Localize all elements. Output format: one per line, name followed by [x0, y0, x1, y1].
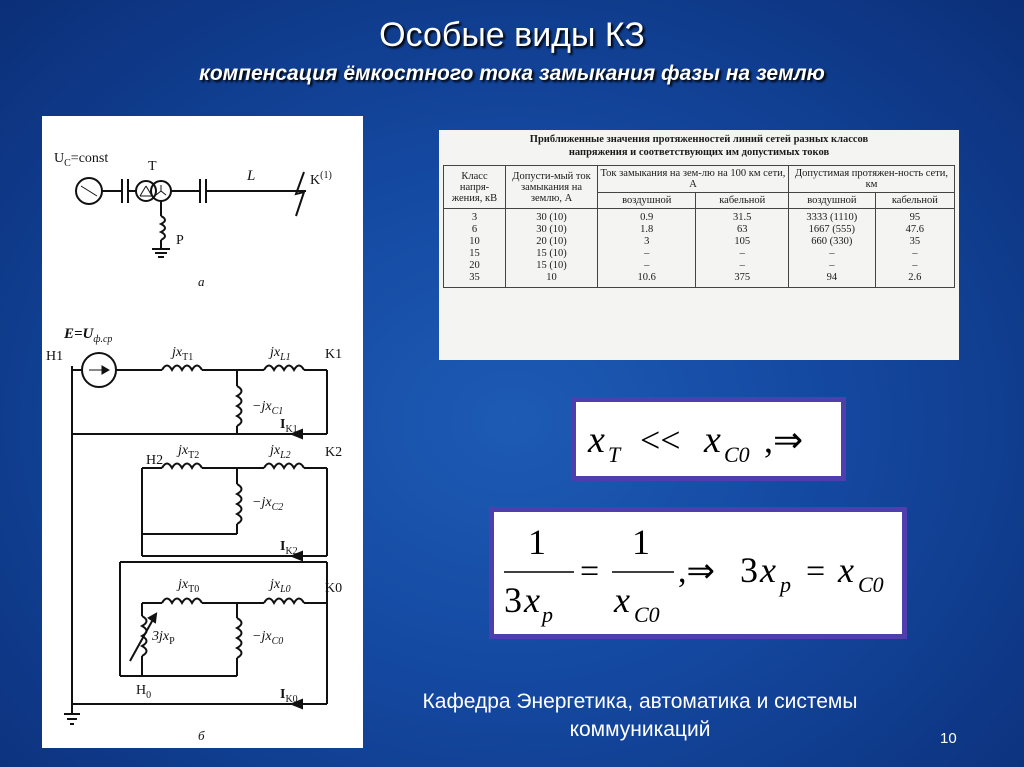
svg-text:<<: <<	[640, 420, 681, 460]
label-xc0: $-jx_{C0}$	[252, 629, 284, 647]
svg-text:x: x	[588, 419, 605, 461]
label-xc2: $-jx_{C2}$	[252, 495, 284, 513]
svg-text:x: x	[524, 580, 540, 620]
label-k0: K0	[325, 581, 343, 596]
page-number: 10	[940, 730, 957, 747]
label-xt2: $jx_{T2}$	[178, 443, 200, 461]
table-row: 10 20 (10) 3 105 660 (330) 35	[444, 236, 955, 248]
label-reactor-b: $3jx_P$	[152, 629, 175, 647]
coil-xt2	[162, 464, 202, 469]
label-h1: H1	[46, 349, 64, 364]
table-row: 15 15 (10) – – – –	[444, 248, 955, 260]
table-caption: Приближенные значения протяженностей линий сетей разных классов напряжения и соответствующих им допустимых токов	[529, 134, 869, 158]
label-uc: $U_C=const$	[54, 151, 109, 169]
slide-subtitle: компенсация ёмкостного тока замыкания фазы на землю	[199, 62, 825, 85]
label-h2: H2	[146, 453, 164, 468]
table-row: 35 10 10.6 375 94 2.6	[444, 272, 955, 288]
svg-text:1: 1	[528, 522, 546, 562]
header-allowed-current: Допусти-мый ток замыкания на землю, А	[506, 166, 598, 209]
coil-xt0	[162, 599, 202, 604]
svg-text:C0: C0	[724, 442, 750, 467]
svg-text:,⇒: ,⇒	[678, 553, 715, 590]
svg-text:p: p	[780, 572, 791, 597]
label-line: L	[247, 168, 256, 184]
svg-text:C0: C0	[858, 572, 884, 597]
header-class: Класс напря-жения, кВ	[444, 166, 506, 209]
svg-text:x: x	[760, 550, 776, 590]
network-table	[443, 165, 955, 288]
label-xt0: $jx_{T0}$	[178, 577, 200, 595]
coil-xc2	[237, 484, 242, 524]
label-xl2: $jx_{L2}$	[270, 443, 291, 461]
svg-text:3: 3	[740, 550, 758, 590]
label-ik0: $I_{K0}$	[280, 687, 298, 705]
label-xl1: $jx_{L1}$	[270, 345, 291, 363]
network-table-panel	[439, 130, 959, 360]
header-cable: кабельной	[696, 193, 789, 209]
svg-text:,⇒: ,⇒	[764, 420, 804, 460]
label-k2: K2	[325, 445, 343, 460]
header-fault-current: Ток замыкания на зем-лю на 100 км сети, А	[598, 166, 789, 193]
header-overhead-2: воздушной	[788, 193, 875, 209]
label-k1: K1	[325, 347, 343, 362]
label-h0: $H_0$	[136, 683, 152, 701]
coil-xc0	[237, 618, 242, 658]
svg-text:x: x	[838, 550, 854, 590]
header-allowed-length: Допустимая протяжен-ность сети, км	[788, 166, 954, 193]
formula-condition	[576, 402, 841, 476]
svg-text:x: x	[704, 419, 721, 461]
label-ik2: $I_{K2}$	[280, 539, 298, 557]
table-row: 3 30 (10) 0.9 31.5 3333 (1110) 95	[444, 209, 955, 225]
table-row: 6 30 (10) 1.8 63 1667 (555) 47.6	[444, 224, 955, 236]
table-row: 20 15 (10) – – – –	[444, 260, 955, 272]
svg-text:x: x	[614, 580, 630, 620]
formula-reactor	[494, 512, 902, 634]
header-cable-2: кабельной	[875, 193, 954, 209]
department-caption: Кафедра Энергетика, автоматика и системы коммуникаций	[422, 690, 858, 741]
reactor-coil-a	[161, 216, 165, 240]
svg-text:1: 1	[632, 522, 650, 562]
circuit-diagram	[42, 116, 363, 748]
coil-xl0	[264, 599, 304, 604]
svg-text:3: 3	[504, 580, 522, 620]
svg-text:T: T	[608, 442, 621, 467]
svg-text:C0: C0	[634, 602, 660, 627]
fault-arrow-a	[296, 172, 304, 216]
coil-xc1	[237, 386, 242, 426]
coil-xt1	[162, 366, 202, 371]
circuit-panel	[42, 116, 363, 748]
header-overhead: воздушной	[598, 193, 696, 209]
caption-b: б	[198, 728, 205, 743]
slide-title: Особые виды КЗ	[379, 16, 645, 54]
svg-text:p: p	[542, 602, 553, 627]
label-xl0: $jx_{L0}$	[270, 577, 291, 595]
label-reactor: P	[176, 233, 184, 248]
coil-xl1	[264, 366, 304, 371]
label-transformer: T	[148, 159, 157, 174]
formula-condition-box	[571, 397, 846, 481]
svg-text:=: =	[580, 553, 600, 590]
formula-reactor-box	[489, 507, 907, 639]
svg-text:=: =	[806, 553, 826, 590]
label-xc1: $-jx_{C1}$	[252, 399, 284, 417]
label-ik1: $I_{K1}$	[280, 417, 298, 435]
coil-xl2	[264, 464, 304, 469]
label-xt1: $jx_{T1}$	[172, 345, 194, 363]
caption-a: а	[198, 274, 205, 289]
label-emf: $E=U_{ф.ср}$	[64, 326, 113, 345]
label-fault: $K^{(1)}$	[310, 170, 332, 188]
